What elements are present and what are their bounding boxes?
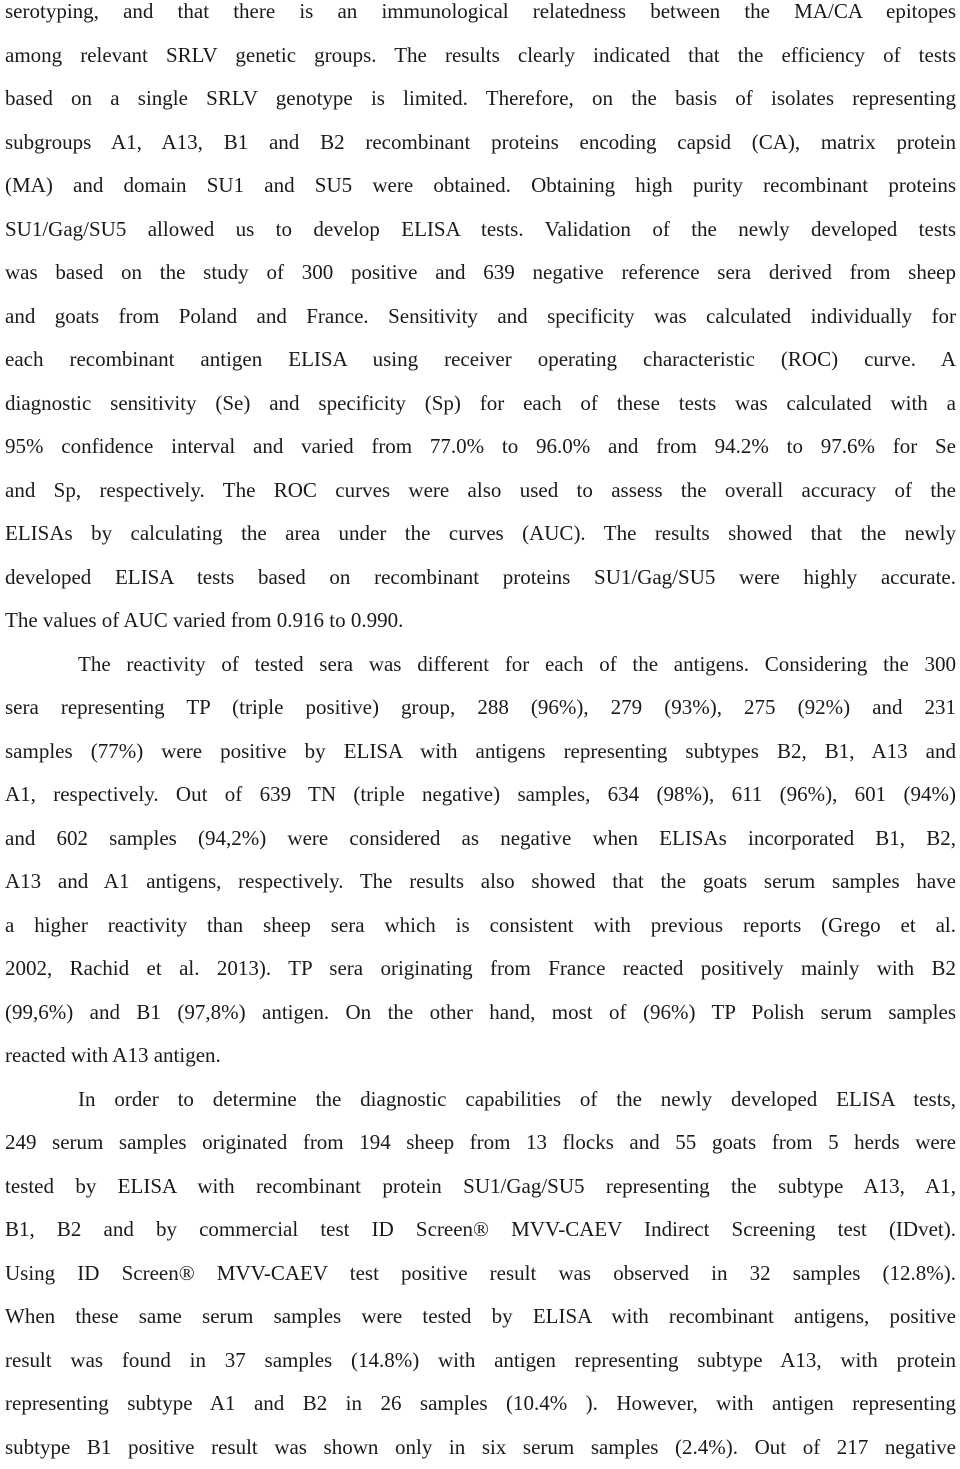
text-line: 95% confidence interval and varied from 77.0% to 96.0% and from 94.2% to 97.6% for Se	[5, 425, 956, 469]
text-line: a higher reactivity than sheep sera which is consistent with previous reports (Grego et al.	[5, 904, 956, 948]
text-line: subgroups A1, A13, B1 and B2 recombinant proteins encoding capsid (CA), matrix protein	[5, 121, 956, 165]
text-line: representing subtype A1 and B2 in 26 samples (10.4% ). However, with antigen representing	[5, 1382, 956, 1426]
text-line: was based on the study of 300 positive and 639 negative reference sera derived from sheep	[5, 251, 956, 295]
paragraph-end-line: reacted with A13 antigen.	[5, 1034, 956, 1078]
text-line: 249 serum samples originated from 194 sheep from 13 flocks and 55 goats from 5 herds were	[5, 1121, 956, 1165]
text-line: (99,6%) and B1 (97,8%) antigen. On the other hand, most of (96%) TP Polish serum samples	[5, 991, 956, 1035]
text-line: developed ELISA tests based on recombinant proteins SU1/Gag/SU5 were highly accurate.	[5, 556, 956, 600]
text-line: B1, B2 and by commercial test ID Screen® MVV-CAEV Indirect Screening test (IDvet).	[5, 1208, 956, 1252]
text-line: result was found in 37 samples (14.8%) with antigen representing subtype A13, with protein	[5, 1339, 956, 1383]
text-line: and 602 samples (94,2%) were considered as negative when ELISAs incorporated B1, B2,	[5, 817, 956, 861]
text-line: When these same serum samples were tested by ELISA with recombinant antigens, positive	[5, 1295, 956, 1339]
text-line: tested by ELISA with recombinant protein SU1/Gag/SU5 representing the subtype A13, A1,	[5, 1165, 956, 1209]
text-line: sera representing TP (triple positive) group, 288 (96%), 279 (93%), 275 (92%) and 231	[5, 686, 956, 730]
text-line: A13 and A1 antigens, respectively. The results also showed that the goats serum samples have	[5, 860, 956, 904]
text-line: serotyping, and that there is an immunological relatedness between the MA/CA epitopes	[5, 0, 956, 34]
text-line: based on a single SRLV genotype is limited. Therefore, on the basis of isolates representing	[5, 77, 956, 121]
text-line: (MA) and domain SU1 and SU5 were obtained. Obtaining high purity recombinant proteins	[5, 164, 956, 208]
text-line: A1, respectively. Out of 639 TN (triple negative) samples, 634 (98%), 611 (96%), 601 (94%)	[5, 773, 956, 817]
paragraph-start-line: The reactivity of tested sera was different for each of the antigens. Considering the 300	[5, 643, 956, 687]
document-page	[5, 0, 956, 1469]
text-line: 2002, Rachid et al. 2013). TP sera originating from France reacted positively mainly with B2	[5, 947, 956, 991]
paragraph-start-line: In order to determine the diagnostic capabilities of the newly developed ELISA tests,	[5, 1078, 956, 1122]
text-line: and goats from Poland and France. Sensitivity and specificity was calculated individually for	[5, 295, 956, 339]
text-line: SU1/Gag/SU5 allowed us to develop ELISA tests. Validation of the newly developed tests	[5, 208, 956, 252]
text-line: Using ID Screen® MVV-CAEV test positive result was observed in 32 samples (12.8%).	[5, 1252, 956, 1296]
text-line: each recombinant antigen ELISA using receiver operating characteristic (ROC) curve. A	[5, 338, 956, 382]
paragraph-end-line: The values of AUC varied from 0.916 to 0.990.	[5, 599, 956, 643]
text-line: subtype B1 positive result was shown only in six serum samples (2.4%). Out of 217 negative	[5, 1426, 956, 1469]
text-line: and Sp, respectively. The ROC curves were also used to assess the overall accuracy of the	[5, 469, 956, 513]
text-line: among relevant SRLV genetic groups. The results clearly indicated that the efficiency of tests	[5, 34, 956, 78]
text-line: samples (77%) were positive by ELISA with antigens representing subtypes B2, B1, A13 and	[5, 730, 956, 774]
text-line: diagnostic sensitivity (Se) and specificity (Sp) for each of these tests was calculated with a	[5, 382, 956, 426]
text-line: ELISAs by calculating the area under the curves (AUC). The results showed that the newly	[5, 512, 956, 556]
